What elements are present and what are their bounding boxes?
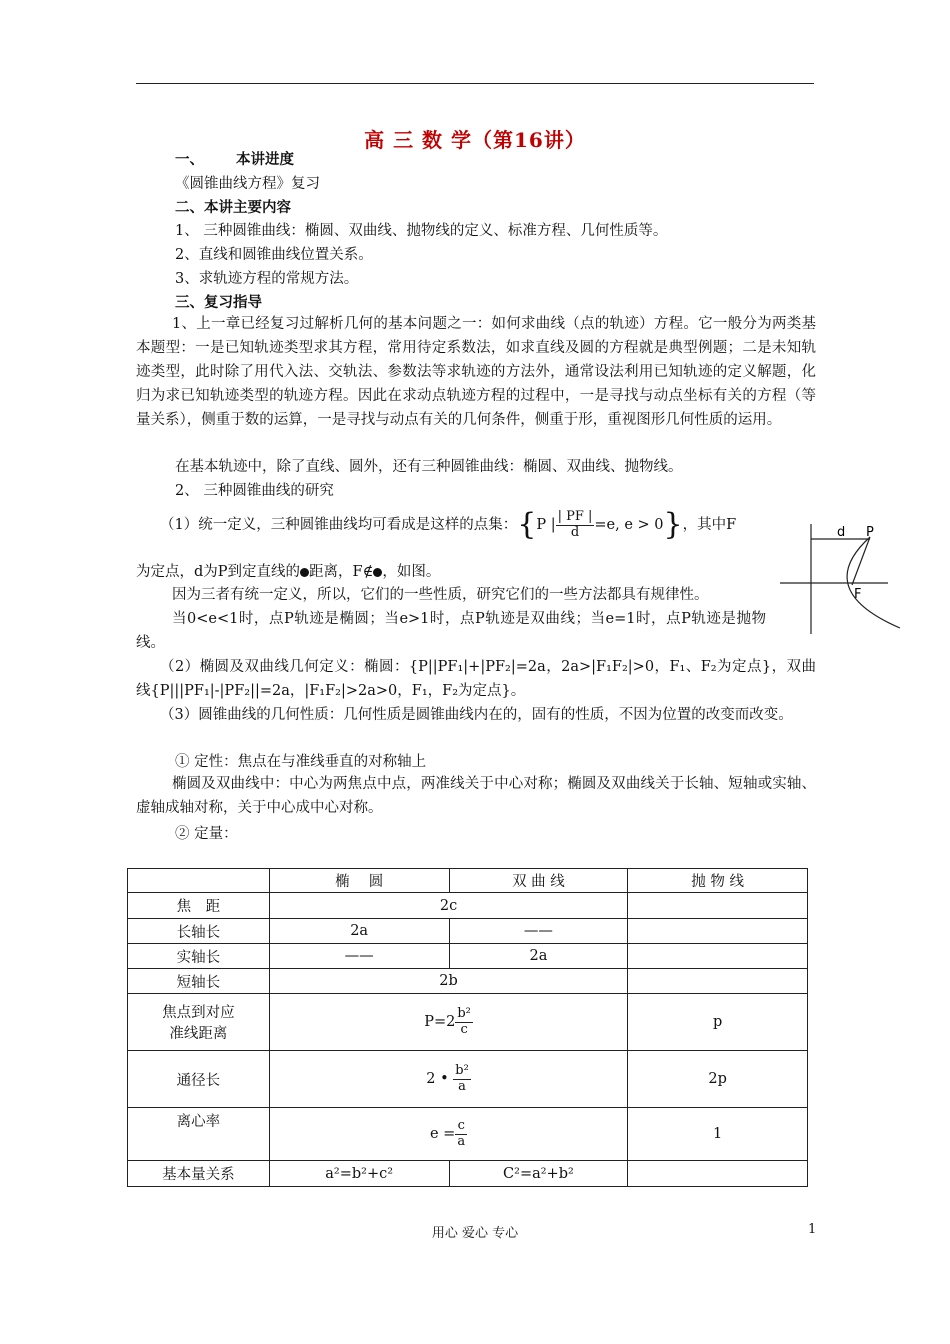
table-cell — [628, 893, 808, 919]
def-text-a: （1）统一定义，三种圆锥曲线均可看成是这样的点集： — [160, 517, 518, 533]
table-cell — [269, 994, 628, 1051]
page-title: 高 三 数 学（第16讲） — [364, 128, 586, 152]
table-cell: C²=a²+b² — [449, 1161, 628, 1187]
left-brace: { — [517, 507, 537, 542]
def-text-d: 距离，F∉ — [309, 564, 374, 580]
table-cell: 2a — [449, 944, 628, 969]
def-text-b: ，其中F — [682, 517, 737, 533]
header-rule — [136, 83, 814, 84]
frac-num: c — [455, 1119, 467, 1134]
table-cell: —— — [449, 919, 628, 944]
row-label: 焦 距 — [128, 893, 270, 919]
table-row — [128, 944, 808, 969]
def-text-e: ，如图。 — [382, 564, 441, 580]
table-row — [128, 969, 808, 994]
def-text-c: 为定点，d为P到定直线的 — [136, 564, 301, 580]
row-label: 离心率 — [128, 1108, 270, 1161]
bullet-dot — [373, 568, 382, 577]
formula-prefix: P=2 — [424, 1014, 456, 1030]
section-2-title: 二、本讲主要内容 — [175, 199, 291, 216]
paragraph-2: 在基本轨迹中，除了直线、圆外，还有三种圆锥曲线：椭圆、双曲线、抛物线。 — [175, 459, 683, 475]
table-cell — [269, 1051, 628, 1108]
table-cell: 2p — [628, 1051, 808, 1108]
header-cell: 双 曲 线 — [449, 869, 628, 893]
row-label: 长轴长 — [128, 919, 270, 944]
table-row — [128, 994, 808, 1051]
table-row — [128, 1051, 808, 1108]
paragraph-3: 2、 三种圆锥曲线的研究 — [175, 483, 334, 499]
section-2-item-3: 3、求轨迹方程的常规方法。 — [175, 271, 359, 287]
frac-num: b² — [457, 1006, 471, 1022]
row-label: 通径长 — [128, 1051, 270, 1108]
formula-fraction — [453, 1064, 471, 1094]
table-cell: 2c — [269, 893, 628, 919]
paragraph-9: 椭圆及双曲线中：中心为两焦点中点，两准线关于中心对称；椭圆及双曲线关于长轴、短轴或实轴、虚轴成轴对称，关于中心成中心对称。 — [136, 776, 816, 816]
section-1-text: 《圆锥曲线方程》复习 — [175, 176, 320, 192]
table-cell: —— — [269, 944, 449, 969]
frac-num: | PF | — [557, 509, 593, 525]
right-brace: } — [663, 507, 683, 542]
set-cond: =e, e > 0 — [594, 517, 664, 533]
header-cell: 椭 圆 — [269, 869, 449, 893]
table-cell: 1 — [628, 1108, 808, 1161]
formula-fraction — [455, 1119, 467, 1149]
row-label — [128, 994, 270, 1051]
table-row — [128, 869, 808, 893]
frac-den: a — [458, 1078, 466, 1094]
table-row — [128, 919, 808, 944]
section-2-item-2: 2、直线和圆锥曲线位置关系。 — [175, 247, 373, 263]
frac-den: d — [570, 524, 580, 540]
table-cell: 2a — [269, 919, 449, 944]
table-cell: a²=b²+c² — [269, 1161, 449, 1187]
page-number: 1 — [808, 1222, 817, 1237]
section-1-num: 一、 — [175, 151, 204, 168]
page-footer: 用心 爱心 专心 — [431, 1226, 519, 1241]
row-label-line-2: 准线距离 — [169, 1026, 228, 1042]
row-label: 基本量关系 — [128, 1161, 270, 1187]
fig-label-f: F — [854, 587, 862, 602]
fig-label-p: P — [866, 525, 874, 540]
frac-num: b² — [455, 1063, 469, 1079]
table-row — [128, 893, 808, 919]
table-row — [128, 1108, 808, 1161]
paragraph-7: （3）圆锥曲线的几何性质：几何性质是圆锥曲线内在的，固有的性质，不因为位置的改变而改变。 — [160, 707, 793, 723]
unified-definition — [160, 505, 736, 545]
section-1-title: 本讲进度 — [236, 151, 294, 168]
paragraph-5: 当0<e<1时，点P轨迹是椭圆；当e>1时，点P轨迹是双曲线；当e=1时，点P轨迹是抛物线。 — [136, 611, 766, 651]
conic-properties-table — [127, 868, 808, 1187]
frac-den: c — [460, 1021, 468, 1037]
table-cell — [628, 944, 808, 969]
row-label: 实轴长 — [128, 944, 270, 969]
paragraph-1: 1、上一章已经复习过解析几何的基本问题之一：如何求曲线（点的轨迹）方程。它一般分为两类基本题型：一是已知轨迹类型求其方程，常用待定系数法，如求直线及圆的方程就是典型例题；二是未知轨迹类型，此时除了用代入法、交轨法、参数法等求轨迹的方法外，通常设法利用已知轨迹的定义解题，化归为求已知轨迹类型的轨迹方程。因此在求动点轨迹方程的过程中，一是寻找与动点坐标有关的方程（等量关系），侧重于数的运算，一是寻找与动点有关的几何条件，侧重于形，重视图形几何性质的运用。 — [136, 316, 816, 428]
row-label: 短轴长 — [128, 969, 270, 994]
definition-continued — [136, 560, 440, 581]
table-cell — [628, 969, 808, 994]
table-row — [128, 1161, 808, 1187]
table-cell — [269, 1108, 628, 1161]
pf-over-d-fraction — [556, 510, 595, 540]
formula-prefix: e = — [429, 1126, 456, 1142]
table-cell: 2b — [269, 969, 628, 994]
conic-figure — [778, 520, 903, 638]
row-label-line-1: 焦点到对应 — [162, 1005, 235, 1021]
section-3-title: 三、复习指导 — [175, 294, 262, 311]
table-cell — [628, 919, 808, 944]
table-cell — [628, 1161, 808, 1187]
paragraph-4: 因为三者有统一定义，所以，它们的一些性质，研究它们的一些方法都具有规律性。 — [172, 587, 709, 603]
paragraph-8: ① 定性：焦点在与准线垂直的对称轴上 — [175, 754, 427, 770]
fig-label-d: d — [837, 525, 846, 540]
frac-den: a — [457, 1133, 466, 1149]
paragraph-6: （2）椭圆及双曲线几何定义：椭圆：{P||PF₁|+|PF₂|=2a，2a>|F₁F₂|>0，F₁、F₂为定点}，双曲线{P|||PF₁|-|PF₂||=2a，|F₁F₂|>2a>0，F₁，F₂为定点}。 — [136, 659, 816, 699]
paragraph-10: ② 定量： — [175, 826, 238, 842]
set-p: P | — [536, 517, 556, 533]
bullet-dot — [300, 568, 309, 577]
section-2-item-1: 1、 三种圆锥曲线：椭圆、双曲线、抛物线的定义、标准方程、几何性质等。 — [175, 223, 668, 239]
header-cell — [128, 869, 270, 893]
header-cell: 抛 物 线 — [628, 869, 808, 893]
table-cell: p — [628, 994, 808, 1051]
formula-prefix: 2 • — [426, 1071, 449, 1087]
formula-fraction — [455, 1007, 473, 1037]
